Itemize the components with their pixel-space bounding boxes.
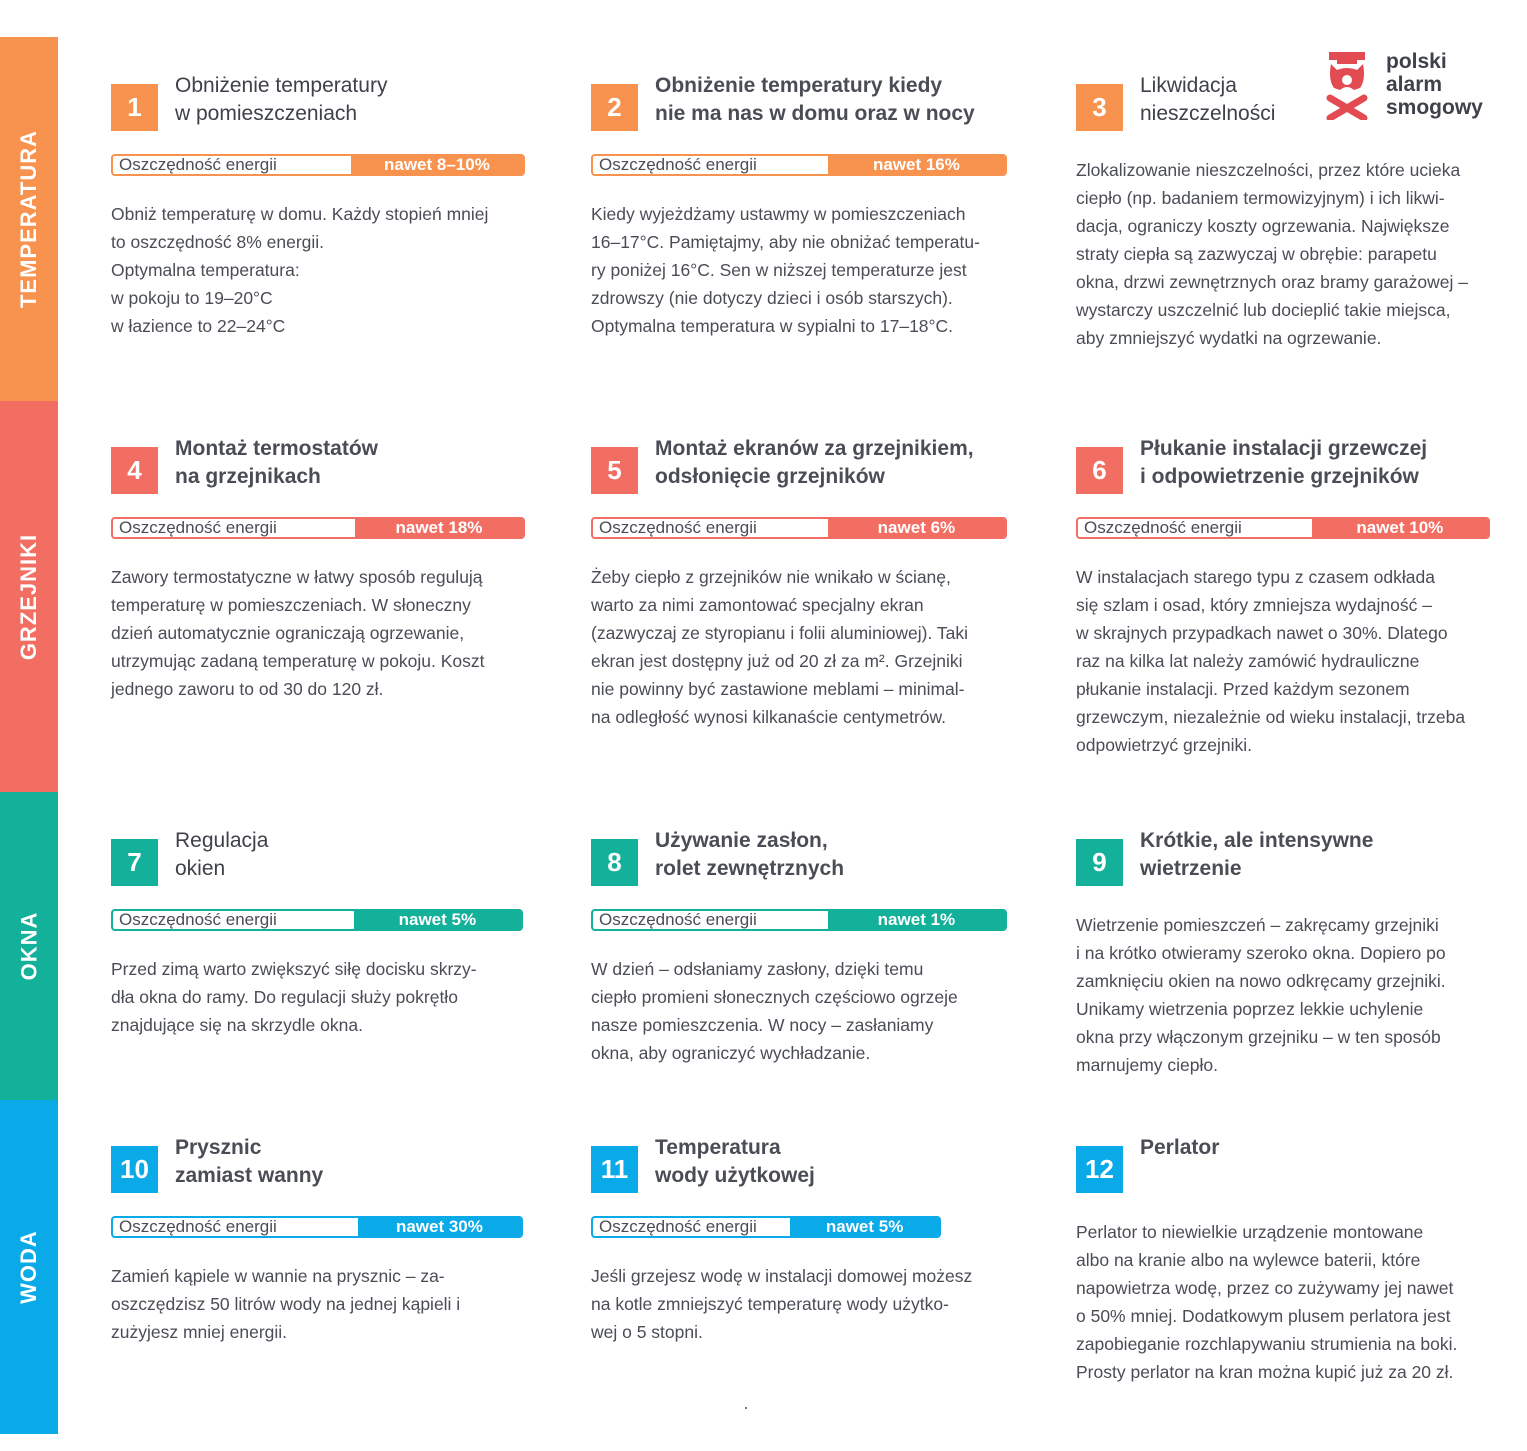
band-label: TEMPERATURA [16, 129, 41, 309]
card-2 [591, 72, 1007, 336]
card-number: 2 [591, 84, 638, 131]
energy-saving-bar [591, 909, 1007, 931]
bar-value: nawet 18% [355, 519, 523, 537]
card-7 [111, 827, 527, 1035]
bar-label: Oszczędność energii [119, 1217, 277, 1236]
band-temperatura [0, 37, 58, 401]
bar-value: nawet 10% [1312, 519, 1488, 537]
card-description: Wietrzenie pomieszczeń – zakręcamy grzejniki i na krótko otwieramy szeroko okna. Dopiero po zamknięciu okien na nowo odkręcamy grzejniki. Unikamy wietrzenia poprzez lekkie uchylenie okna przy włączonym grzejniku – w ten sposób marnujemy ciepło. [1076, 915, 1446, 1075]
band-label: GRZEJNIKI [16, 533, 42, 660]
energy-saving-bar [111, 909, 523, 931]
card-6 [1076, 435, 1492, 755]
band-label: WODA [16, 1230, 41, 1304]
energy-saving-bar [111, 1216, 523, 1238]
energy-saving-bar [591, 154, 1007, 176]
card-title: Montaż ekranów za grzejnikiem, odsłonięcie grzejników [655, 437, 974, 488]
card-number: 3 [1076, 84, 1123, 131]
energy-saving-bar [111, 154, 525, 176]
card-title: Obniżenie temperatury w pomieszczeniach [175, 74, 388, 125]
card-description: W instalacjach starego typu z czasem odkłada się szlam i osad, który zmniejsza wydajność – w skrajnych przypadkach nawet o 30%. Dlatego raz na kilka lat należy zamówić hydrauliczne płukanie instalacji. Przed każdym sezonem grzewczym, niezależnie od wieku instalacji, trzeba odpowietrzyć grzejniki. [1076, 567, 1466, 755]
card-11 [591, 1134, 1007, 1342]
card-description: Zamień kąpiele w wannie na prysznic – za- oszczędzisz 50 litrów wody na jednej kąpieli i zużyjesz mniej energii. [111, 1266, 461, 1342]
card-title: Prysznic zamiast wanny [175, 1136, 324, 1187]
bar-label: Oszczędność energii [119, 155, 277, 174]
card-title: Montaż termostatów na grzejnikach [175, 437, 379, 488]
bar-label: Oszczędność energii [599, 155, 757, 174]
bar-value: nawet 8–10% [351, 156, 523, 174]
logo-text: polski alarm smogowy [1386, 50, 1483, 119]
bar-label: Oszczędność energii [119, 910, 277, 929]
card-description: Jeśli grzejesz wodę w instalacji domowej możesz na kotle zmniejszyć temperaturę wody użytko- wej o 5 stopni. [591, 1266, 973, 1342]
card-number: 5 [591, 447, 638, 494]
energy-saving-bar [591, 1216, 941, 1238]
card-title: Płukanie instalacji grzewczej i odpowietrzenie grzejników [1140, 437, 1428, 488]
card-title: Używanie zasłon, rolet zewnętrznych [655, 829, 845, 880]
band-label: OKNA [16, 911, 41, 981]
card-1 [111, 72, 527, 336]
card-title: Krótkie, ale intensywne wietrzenie [1140, 829, 1374, 880]
energy-saving-bar [1076, 517, 1490, 539]
card-description: Żeby ciepło z grzejników nie wnikało w ścianę, warto za nimi zamontować specjalny ekran (zazwyczaj ze styropianu i folii aluminiowej). Taki ekran jest dostępny już od 20 zł za m². Grzejniki nie powinny być zastawione meblami – minimal- na odległość wynosi kilkanaście centymetrów. [591, 567, 969, 727]
energy-saving-bar [591, 517, 1007, 539]
card-description: Kiedy wyjeżdżamy ustawmy w pomieszczeniach 16–17°C. Pamiętajmy, aby nie obniżać temperatu- ry poniżej 16°C. Sen w niższej temperaturze jest zdrowszy (nie dotyczy dzieci i osób starszych). Optymalna temperatura w sypialni to 17–18°C. [591, 204, 980, 336]
card-description: Obniż temperaturę w domu. Każdy stopień mniej to oszczędność 8% energii. Optymalna temperatura: w pokoju to 19–20°C w łazience to 22–24°C [111, 204, 489, 336]
card-description: Przed zimą warto zwiększyć siłę docisku skrzy- dła okna do ramy. Do regulacji służy pokrętło znajdujące się na skrzydle okna. [111, 959, 477, 1035]
card-12 [1076, 1134, 1492, 1382]
card-9 [1076, 827, 1492, 1075]
bar-value: nawet 30% [358, 1218, 521, 1236]
card-number: 1 [111, 84, 158, 131]
card-description: Zawory termostatyczne w łatwy sposób regulują temperaturę w pomieszczeniach. W słoneczny dzień automatycznie ograniczają ogrzewanie, utrzymując zadaną temperaturę w pokoju. Koszt jednego zaworu to od 30 do 120 zł. [111, 567, 485, 699]
card-number: 10 [111, 1146, 158, 1193]
card-number: 12 [1076, 1146, 1123, 1193]
card-10 [111, 1134, 527, 1342]
page-dot [745, 1407, 747, 1409]
card-number: 11 [591, 1146, 638, 1193]
bar-value: nawet 16% [828, 156, 1005, 174]
card-number: 7 [111, 839, 158, 886]
bar-label: Oszczędność energii [599, 1217, 757, 1236]
card-title: Obniżenie temperatury kiedy nie ma nas w domu oraz w nocy [655, 74, 975, 125]
card-number: 6 [1076, 447, 1123, 494]
card-title: Regulacja okien [175, 829, 269, 880]
bar-label: Oszczędność energii [119, 518, 277, 537]
band-grzejniki [0, 401, 58, 792]
energy-saving-bar [111, 517, 525, 539]
card-description: Perlator to niewielkie urządzenie montowane albo na kranie albo na wylewce baterii, które napowietrza wodę, przez co zużywamy jej nawet o 50% mniej. Dodatkowym plusem perlatora jest zapobieganie rozchlapywaniu strumienia na boki. Prosty perlator na kran można kupić już za 20 zł. [1076, 1222, 1458, 1382]
card-number: 4 [111, 447, 158, 494]
card-8 [591, 827, 1007, 1063]
bar-value: nawet 1% [828, 911, 1005, 929]
card-number: 8 [591, 839, 638, 886]
card-title: Temperatura wody użytkowej [655, 1136, 815, 1187]
card-3 [1076, 72, 1492, 348]
bar-label: Oszczędność energii [1084, 518, 1242, 537]
card-number: 9 [1076, 839, 1123, 886]
bar-value: nawet 5% [790, 1218, 939, 1236]
bar-label: Oszczędność energii [599, 910, 757, 929]
card-description: Zlokalizowanie nieszczelności, przez które ucieka ciepło (np. badaniem termowizyjnym) i ich likwi- dacja, ograniczy koszty ogrzewania. Największe straty ciepła są zazwyczaj w obrębie: parapetu okna, drzwi zewnętrznych oraz bramy garażowej – wystarczy uszczelnić lub docieplić takie miejsca, aby zmniejszyć wydatki na ogrzewanie. [1076, 160, 1468, 348]
bar-label: Oszczędność energii [599, 518, 757, 537]
band-okna [0, 792, 58, 1100]
bar-value: nawet 5% [354, 911, 521, 929]
card-description: W dzień – odsłaniamy zasłony, dzięki temu ciepło promieni słonecznych częściowo ogrzeje nasze pomieszczenia. W nocy – zasłaniamy okna, aby ograniczyć wychładzanie. [591, 959, 958, 1063]
card-4 [111, 435, 527, 699]
card-title: Likwidacja nieszczelności [1140, 74, 1276, 125]
band-woda [0, 1100, 58, 1434]
card-title: Perlator [1140, 1136, 1220, 1159]
card-5 [591, 435, 1007, 727]
bar-value: nawet 6% [828, 519, 1005, 537]
